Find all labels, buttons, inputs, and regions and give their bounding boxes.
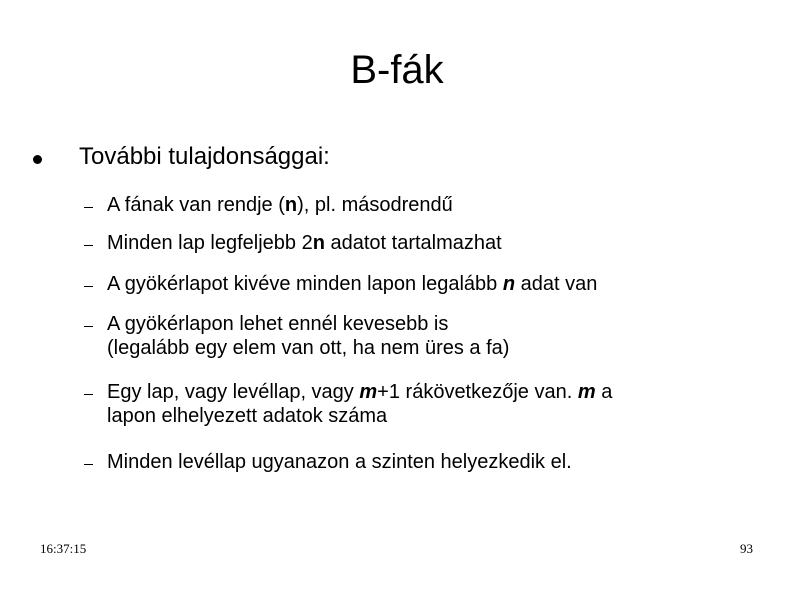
dash-icon bbox=[84, 286, 93, 287]
footer-time: 16:37:15 bbox=[40, 541, 87, 556]
sub-item-text: Egy lap, vagy levéllap, vagy m+1 rákövetkezője van. m a lapon elhelyezett adatok száma bbox=[107, 381, 613, 427]
sub-item-leaves bbox=[84, 450, 572, 474]
dash-icon bbox=[84, 245, 93, 246]
sub-item-children bbox=[84, 380, 612, 428]
dash-icon bbox=[84, 394, 93, 395]
bullet-dot-icon bbox=[33, 155, 42, 164]
sub-item-root bbox=[84, 312, 509, 360]
main-bullet-text: További tulajdonsággai: bbox=[79, 143, 330, 170]
sub-item-text: A gyökérlapon lehet ennél kevesebb is (legalább egy elem van ott, ha nem üres a fa) bbox=[107, 313, 510, 359]
sub-item-text: Minden lap legfeljebb 2n adatot tartalmazhat bbox=[107, 232, 502, 254]
sub-item-min-data bbox=[84, 272, 597, 296]
dash-icon bbox=[84, 464, 93, 465]
slide-title: B-fák bbox=[350, 48, 444, 92]
dash-icon bbox=[84, 326, 93, 327]
dash-icon bbox=[84, 207, 93, 208]
sub-item-text: Minden levéllap ugyanazon a szinten helyezkedik el. bbox=[107, 451, 572, 473]
sub-item-text: A fának van rendje (n), pl. másodrendű bbox=[107, 194, 453, 216]
sub-item-order bbox=[84, 193, 453, 217]
sub-item-max-data bbox=[84, 231, 502, 255]
main-bullet bbox=[33, 142, 330, 172]
sub-item-text: A gyökérlapot kivéve minden lapon legalább n adat van bbox=[107, 273, 598, 295]
page-number: 93 bbox=[740, 541, 753, 556]
